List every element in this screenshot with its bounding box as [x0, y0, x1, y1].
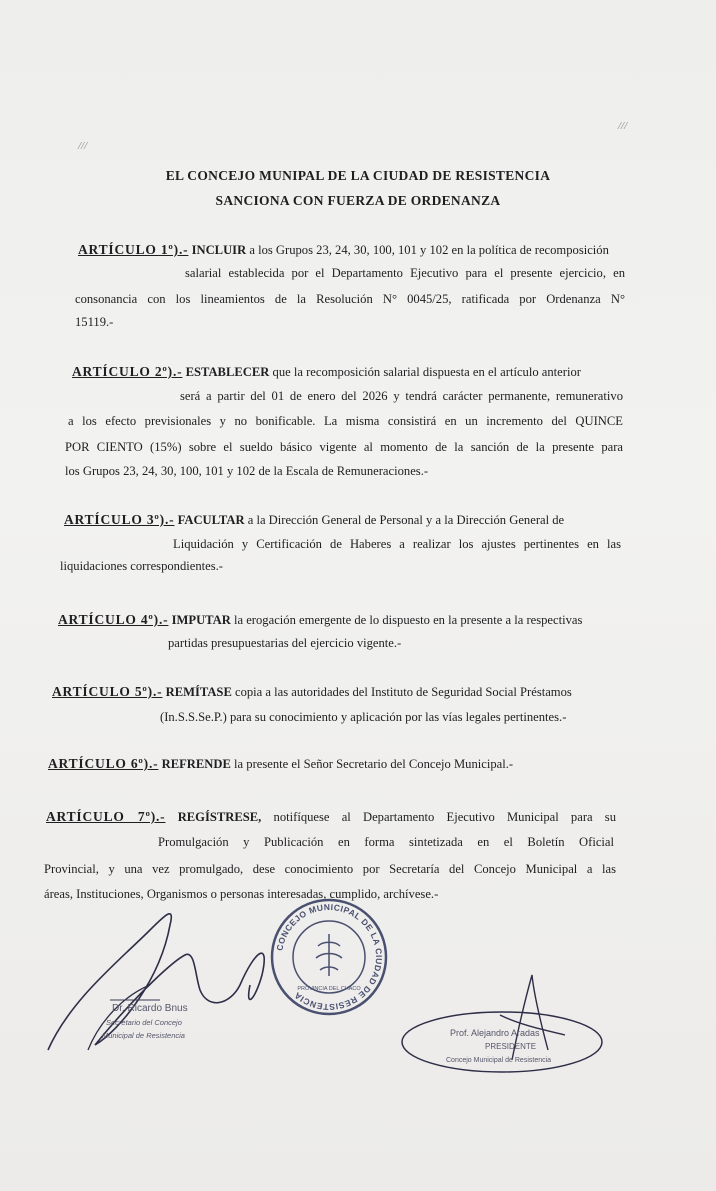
article-3-keyword: FACULTAR	[177, 513, 245, 527]
article-2-line-2: será a partir del 01 de enero del 2026 y tendrá carácter permanente, remunerativo	[180, 389, 623, 403]
municipal-seal-icon	[268, 896, 390, 1018]
article-2-line-3: a los efecto previsionales y no bonificable. La misma consistirá en un incremento del QUINCE	[68, 414, 623, 428]
article-4-text: la erogación emergente de lo dispuesto en la presente a la respectivas	[233, 613, 583, 627]
right-signatory-title-1: PRESIDENTE	[485, 1042, 537, 1051]
article-7-label: ARTÍCULO 7º).-	[46, 809, 166, 824]
article-2-keyword: ESTABLECER	[185, 365, 270, 379]
article-2-line-5: los Grupos 23, 24, 30, 100, 101 y 102 de la Escala de Remuneraciones.-	[65, 464, 429, 478]
right-signatory-title-2: Concejo Municipal de Resistencia	[446, 1057, 552, 1064]
article-4-keyword: IMPUTAR	[171, 613, 231, 627]
corner-mark-right: ///	[618, 120, 628, 132]
article-7-line-4: áreas, Instituciones, Organismos o personas interesadas, cumplido, archívese.-	[44, 887, 439, 901]
heading-line-2: SANCIONA CON FUERZA DE ORDENANZA	[215, 193, 501, 208]
article-1-keyword: INCLUIR	[191, 243, 247, 257]
article-5-keyword: REMÍTASE	[165, 685, 232, 699]
article-6-keyword: REFRENDE	[161, 757, 231, 771]
left-signatory-title-2: Municipal de Resistencia	[102, 1031, 185, 1040]
article-4-label: ARTÍCULO 4º).-	[58, 612, 169, 627]
article-6-label: ARTÍCULO 6º).-	[48, 756, 159, 771]
article-2-text: que la recomposición salarial dispuesta en el artículo anterior	[272, 365, 581, 379]
article-1-text: a los Grupos 23, 24, 30, 100, 101 y 102 en la política de recomposición	[249, 243, 609, 257]
article-7-text: notifíquese al Departamento Ejecutivo Municipal para su	[273, 810, 616, 824]
article-2-line-4: POR CIENTO (15%) sobre el sueldo básico vigente al momento de la sanción de la presente para	[65, 440, 623, 454]
article-1-line-3: consonancia con los lineamientos de la Resolución N° 0045/25, ratificada por Ordenanza N°	[75, 292, 625, 306]
article-2-label: ARTÍCULO 2º).-	[72, 364, 183, 379]
article-4-line-2: partidas presupuestarias del ejercicio vigente.-	[168, 636, 402, 650]
article-7-keyword: REGÍSTRESE,	[177, 810, 262, 824]
article-1-line-4: 15119.-	[75, 315, 114, 329]
article-5-label: ARTÍCULO 5º).-	[52, 684, 163, 699]
left-signatory-title-1: Secretario del Concejo	[106, 1018, 182, 1027]
article-7-line-2: Promulgación y Publicación en forma sintetizada en el Boletín Oficial	[158, 835, 614, 849]
left-signatory-name: Dr. Ricardo Bnus	[112, 1003, 188, 1014]
seal-ring-text: CONCEJO MUNICIPAL DE LA CIUDAD DE RESISTENCIA	[274, 901, 385, 1013]
seal-bottom-text: PROVINCIA DEL CHACO	[297, 986, 361, 992]
article-5-line-2: (In.S.S.Se.P.) para su conocimiento y aplicación por las vías legales pertinentes.-	[160, 710, 567, 724]
article-5-text: copia a las autoridades del Instituto de Seguridad Social Préstamos	[235, 685, 572, 699]
article-3-line-3: liquidaciones correspondientes.-	[60, 559, 223, 573]
right-signatory-name: Prof. Alejandro Aradas	[450, 1028, 540, 1038]
article-3-line-2: Liquidación y Certificación de Haberes a realizar los ajustes pertinentes en las	[173, 537, 621, 551]
article-3-text: a la Dirección General de Personal y a la Dirección General de	[247, 513, 565, 527]
article-6-text: la presente el Señor Secretario del Concejo Municipal.-	[234, 757, 514, 771]
left-signature-scribble	[48, 914, 264, 1050]
article-1-label: ARTÍCULO 1º).-	[78, 242, 189, 257]
corner-mark-left: ///	[78, 140, 88, 152]
article-1-line-2: salarial establecida por el Departamento Ejecutivo para el presente ejercicio, en	[185, 266, 625, 280]
article-7-line-3: Provincial, y una vez promulgado, dese conocimiento por Secretaría del Concejo Municipal a las	[44, 862, 616, 876]
heading-line-1: EL CONCEJO MUNIPAL DE LA CIUDAD DE RESISTENCIA	[165, 168, 551, 183]
article-3-label: ARTÍCULO 3º).-	[64, 512, 175, 527]
